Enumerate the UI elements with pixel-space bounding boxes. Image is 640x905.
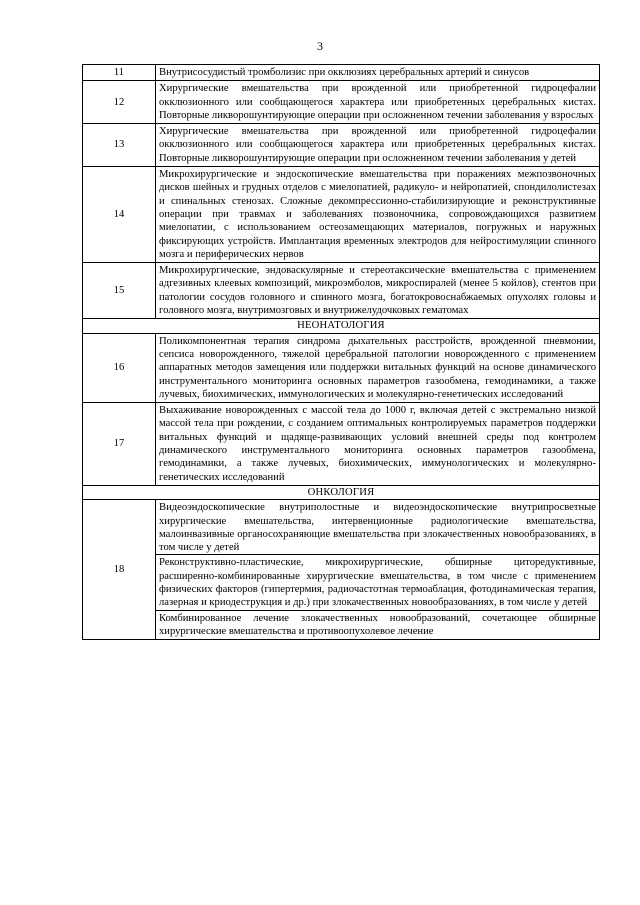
description-text: Микрохирургические и эндоскопические вмешательства при поражениях межпозвоночных дисков шейных и грудных отделов с миелопатией, радикуло- и нейропатией, спондилолистезах и спинальных стенозах. Сложные декомпрессионно-стабилизирующие и реконструктивные операции при травмах и заболеваниях позвоночника, сопровождающихся развитием миелопатии, с использованием остеозамещающих материалов, погружных и наружных фиксирующих устройств. Имплантация временных электродов для нейростимуляции спинного мозга и периферических нервов [159,169,596,260]
section-header-row [83,485,600,499]
description-text: Выхаживание новорожденных с массой тела до 1000 г, включая детей с экстремально низкой массой тела при рождении, с созданием оптимальных контролируемых параметров поддержки витальных функций и щадяще-развивающих условий внешней среды под контролем динамического инструментального мониторинга основных параметров газообмена, гемодинамики, а также лучевых, биохимических, иммунологических и молекулярно-генетических исследований [159,405,596,483]
row-number: 14 [83,167,156,263]
row-description [156,333,600,402]
row-description [156,403,600,486]
row-number: 12 [83,81,156,124]
table-row [83,403,600,486]
row-description [156,65,600,81]
section-title: ОНКОЛОГИЯ [83,485,600,499]
description-text: Хирургические вмешательства при врожденной или приобретенной гидроцефалии окклюзионного или сообщающегося характера или приобретенных церебральных кистах. Повторные ликворошунтирующие операции при осложненном течении заболевания у детей [159,126,596,164]
row-number: 17 [83,403,156,486]
row-number: 16 [83,333,156,402]
table-row [83,81,600,124]
row-number: 18 [83,500,156,640]
table-row [83,65,600,81]
table-row [83,500,600,640]
table-row [83,124,600,167]
row-description [156,167,600,263]
description-text: Поликомпонентная терапия синдрома дыхательных расстройств, врожденной пневмонии, сепсиса новорожденного, тяжелой церебральной патологии новорожденного с применением аппаратных методов замещения или поддержки витальных функций на основе динамического инструментального мониторинга основных параметров газообмена, гемодинамики, а также лучевых, биохимических, иммунологических и молекулярно-генетических исследований [159,335,596,400]
row-description [156,81,600,124]
section-title: НЕОНАТОЛОГИЯ [83,319,600,333]
description-text: Хирургические вмешательства при врожденной или приобретенной гидроцефалии окклюзионного или сообщающегося характера или приобретенных церебральных кистах. Повторные ликворошунтирующие операции при осложненном течении заболевания у взрослых [159,83,596,121]
table-row [83,333,600,402]
row-description [156,263,600,319]
page-number: 3 [317,39,323,53]
services-table [82,64,600,640]
description-text: Комбинированное лечение злокачественных новообразований, сочетающее обширные хирургические вмешательства и противоопухолевое лечение [156,610,599,639]
description-text: Видеоэндоскопические внутриполостные и видеоэндоскопические внутрипросветные хирургические вмешательства, интервенционные радиологические вмешательства, малоинвазивные органосохраняющие вмешательства при злокачественных новообразованиях, в том числе у детей [159,502,596,554]
table-row [83,167,600,263]
section-header-row [83,319,600,333]
row-number: 11 [83,65,156,81]
row-number: 13 [83,124,156,167]
description-text: Микрохирургические, эндоваскулярные и стереотаксические вмешательства с применением адгезивных клеевых композиций, микроэмболов, микроспиралей (менее 5 койлов), стентов при патологии сосудов головного и спинного мозга, богатокровоснабжаемых опухолях головы и головного мозга, внутримозговых и внутрижелудочковых гематомах [159,265,596,317]
row-number: 15 [83,263,156,319]
row-description [156,500,600,640]
table-row [83,263,600,319]
row-description [156,124,600,167]
description-text: Внутрисосудистый тромболизис при окклюзиях церебральных артерий и синусов [159,67,530,78]
description-text: Реконструктивно-пластические, микрохирургические, обширные циторедуктивные, расширенно-комбинированные хирургические вмешательства, в том числе с применением физических факторов (гипертермия, радиочастотная термоаблация, фотодинамическая терапия, лазерная и криодеструкция и др.) при злокачественных новообразованиях, в том числе у детей [156,554,599,609]
